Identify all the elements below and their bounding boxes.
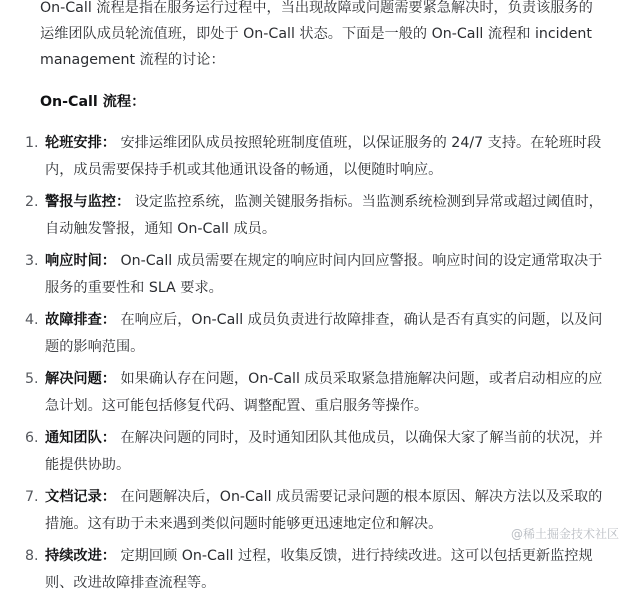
list-item-number: 5. <box>25 371 39 387</box>
list-item-text: 在解决问题的同时，及时通知团队其他成员，以确保大家了解当前的状况，并能提供协助。 <box>45 430 603 473</box>
list-item-resolve <box>0 366 610 420</box>
list-item-title: 轮班安排： <box>45 135 116 151</box>
list-item-text: 设定监控系统，监测关键服务指标。当监测系统检测到异常或超过阈值时，自动触发警报，通知 On-Call 成员。 <box>45 194 603 237</box>
list-item-number: 8. <box>25 548 39 564</box>
list-item-improvement <box>0 543 610 597</box>
section-heading: On-Call 流程： <box>40 94 146 110</box>
list-item-number: 6. <box>25 430 39 446</box>
list-item-title: 响应时间： <box>45 253 116 269</box>
list-item-alerts <box>0 189 610 243</box>
list-item-text: 在响应后，On-Call 成员负责进行故障排查，确认是否有真实的问题，以及问题的影响范围。 <box>45 312 603 355</box>
list-item-text: 在问题解决后，On-Call 成员需要记录问题的根本原因、解决方法以及采取的措施。这有助于未来遇到类似问题时能够更迅速地定位和解决。 <box>45 489 603 532</box>
list-item-number: 7. <box>25 489 39 505</box>
watermark: @稀土掘金技术社区 <box>510 527 619 541</box>
list-item-text: 定期回顾 On-Call 过程，收集反馈，进行持续改进。这可以包括更新监控规则、改进故障排查流程等。 <box>45 548 593 591</box>
list-item-notify <box>0 425 610 479</box>
list-item-text: 安排运维团队成员按照轮班制度值班，以保证服务的 24/7 支持。在轮班时段内，成员需要保持手机或其他通讯设备的畅通，以便随时响应。 <box>45 135 602 178</box>
list-item-title: 通知团队： <box>45 430 116 446</box>
list-item-response-time <box>0 248 610 302</box>
intro-paragraph: On-Call 流程是指在服务运行过程中，当出现故障或问题需要紧急解决时，负责该服务的运维团队成员轮流值班，即处于 On-Call 状态。下面是一般的 On-Call 流程和 incident management 流程的讨论： <box>40 0 593 68</box>
list-item-number: 1. <box>25 135 39 151</box>
list-item-text: On-Call 成员需要在规定的响应时间内回应警报。响应时间的设定通常取决于服务的重要性和 SLA 要求。 <box>45 253 603 296</box>
list-item-number: 4. <box>25 312 39 328</box>
list-item-rotation <box>0 130 610 184</box>
list-item-title: 文档记录： <box>45 489 116 505</box>
list-item-title: 解决问题： <box>45 371 116 387</box>
list-item-title: 警报与监控： <box>45 194 131 210</box>
list-item-title: 故障排查： <box>45 312 116 328</box>
list-item-number: 3. <box>25 253 39 269</box>
list-item-number: 2. <box>25 194 39 210</box>
list-item-title: 持续改进： <box>45 548 116 564</box>
list-item-text: 如果确认存在问题，On-Call 成员采取紧急措施解决问题，或者启动相应的应急计划。这可能包括修复代码、调整配置、重启服务等操作。 <box>45 371 603 414</box>
list-item-troubleshooting <box>0 307 610 361</box>
